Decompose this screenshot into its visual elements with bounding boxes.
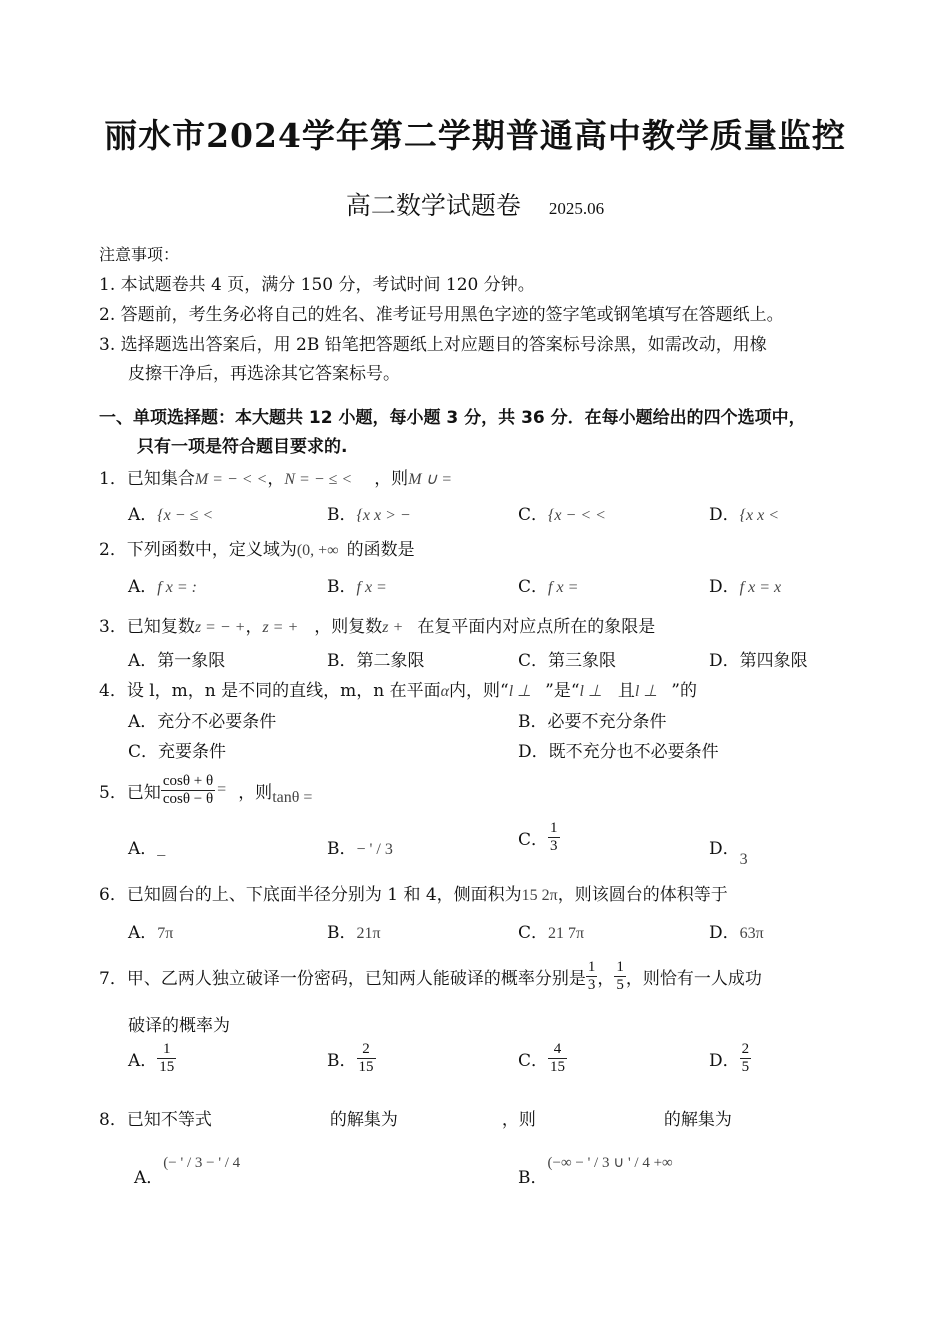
question-1 — [99, 464, 452, 489]
option-text: f x = — [548, 579, 579, 596]
q-text: 下列函数中，定义域为 — [126, 540, 297, 560]
q4-option-b — [518, 707, 667, 732]
math-expr: l ⊥ — [579, 683, 602, 700]
fraction-numerator: 1 — [616, 958, 624, 975]
fraction-denominator: 3 — [550, 838, 558, 854]
q7-option-c — [518, 1041, 567, 1076]
q-text: ，则该圆台的体积等于 — [557, 885, 728, 905]
q-text: ， — [245, 617, 263, 637]
q8-option-b — [518, 1147, 673, 1188]
q7-option-a — [128, 1041, 176, 1076]
exam-date: 2025.06 — [548, 199, 605, 218]
option-label: B． — [327, 651, 357, 671]
section-heading: 一、单项选择题：本大题共 12 小题，每小题 3 分，共 36 分．在每小题给出的四个选项中， — [99, 408, 806, 428]
option-text: 既不充分也不必要条件 — [548, 742, 719, 762]
fraction-numerator: cosθ + θ — [162, 772, 214, 789]
fraction-denominator: 15 — [550, 1059, 566, 1075]
option-label: C． — [518, 651, 549, 671]
fraction-denominator: 3 — [587, 976, 596, 993]
q-text: ，则复数 — [314, 617, 383, 637]
fraction-numerator: 2 — [741, 1041, 750, 1057]
option-label: C． — [518, 505, 549, 525]
q5-option-d — [709, 834, 748, 868]
math-expr: M ∪ = — [408, 471, 453, 488]
q-text: ，则 — [501, 1110, 536, 1130]
q4-option-d — [518, 737, 719, 762]
fraction-numerator: 1 — [157, 1041, 176, 1059]
q3-option-c — [518, 646, 616, 671]
q-number: 8． — [99, 1110, 127, 1130]
question-3 — [99, 612, 655, 637]
q6-option-a — [128, 918, 173, 943]
q-text: 的解集为 — [329, 1110, 398, 1130]
option-text: 7π — [157, 925, 174, 942]
option-text: f x = — [356, 579, 387, 596]
q6-option-d — [709, 918, 764, 943]
question-8 — [99, 1105, 732, 1130]
option-label: D． — [518, 742, 549, 762]
question-5 — [99, 768, 312, 812]
option-text: {x − < < — [548, 507, 606, 524]
math-expr: M = − < < — [194, 471, 268, 488]
q-number: 7． — [99, 968, 127, 989]
question-7-cont: 破译的概率为 — [128, 1016, 230, 1036]
option-label: D． — [709, 1051, 740, 1071]
q-text: 已知 — [126, 782, 161, 803]
fraction-denominator: cosθ − θ — [162, 790, 214, 807]
fraction — [548, 1041, 567, 1076]
option-text: (− ' / 3 − ' / 4 — [163, 1155, 241, 1171]
q4-option-c — [128, 737, 226, 762]
option-label: D． — [709, 923, 740, 943]
option-text: 第四象限 — [739, 651, 808, 671]
math-expr: N = − ≤ < — [284, 471, 353, 488]
math-expr: z = + — [262, 619, 299, 636]
math-expr: l ⊥ — [508, 683, 532, 700]
subtitle-text: 高二数学试题卷 — [345, 191, 521, 220]
q-number: 2． — [99, 540, 127, 560]
q6-option-b — [327, 918, 381, 943]
q-number: 1． — [99, 469, 127, 489]
option-label: B． — [518, 1168, 548, 1188]
q5-option-a — [128, 834, 165, 859]
q-text: 已知不等式 — [126, 1110, 212, 1130]
q1-option-b — [327, 500, 411, 525]
fraction-numerator: 2 — [357, 1041, 376, 1059]
notice-item-3: 3. 选择题选出答案后，用 2B 铅笔把答题纸上对应题目的答案标号涂黑，如需改动，用橡 — [99, 335, 767, 355]
option-label: A． — [128, 505, 158, 525]
q2-option-b — [327, 572, 387, 597]
fraction-denominator: 15 — [358, 1059, 374, 1075]
option-label: C． — [518, 577, 549, 597]
option-text: f x = x — [739, 579, 782, 596]
option-text: (−∞ − ' / 3 ∪ ' / 4 +∞ — [547, 1155, 673, 1171]
option-text: 充分不必要条件 — [157, 712, 277, 732]
option-text: 第三象限 — [548, 651, 617, 671]
q-text: 内，则“ — [449, 681, 509, 701]
q5-option-c — [518, 820, 560, 855]
q-text: ”是“ — [545, 681, 580, 701]
q-text: 已知复数 — [126, 617, 195, 637]
option-label: B． — [327, 505, 357, 525]
notice-item-3-cont: 皮擦干净后，再选涂其它答案标号。 — [128, 364, 400, 384]
q1-option-a — [128, 500, 213, 525]
math-expr: = — [217, 781, 227, 798]
q2-option-c — [518, 572, 578, 597]
exam-title: 丽水市2024学年第二学期普通高中教学质量监控 — [104, 116, 846, 155]
option-text: 21π — [356, 925, 381, 942]
q-number: 5． — [99, 782, 127, 803]
option-label: B． — [327, 839, 357, 859]
q4-option-a — [128, 707, 276, 732]
q-text: ，则恰有一人成功 — [625, 968, 762, 989]
option-label: A． — [128, 839, 158, 859]
fraction-numerator: 4 — [548, 1041, 567, 1059]
math-expr: z = − + — [194, 619, 246, 636]
question-6 — [99, 880, 728, 905]
math-expr: tanθ = — [272, 789, 313, 806]
question-2 — [99, 535, 415, 560]
option-label: D． — [709, 651, 740, 671]
q1-option-d — [709, 500, 779, 525]
fraction — [740, 1041, 752, 1076]
math-expr: l ⊥ — [634, 683, 658, 700]
option-label: D． — [709, 577, 740, 597]
q-text: ”的 — [671, 681, 697, 701]
option-text: 3 — [739, 851, 748, 868]
q-number: 3． — [99, 617, 127, 637]
q8-option-a — [134, 1147, 241, 1188]
fraction — [357, 1041, 376, 1076]
fraction — [548, 820, 560, 855]
fraction-numerator: 1 — [550, 820, 558, 836]
q-text: 已知集合 — [126, 469, 195, 489]
q3-option-a — [128, 646, 225, 671]
section-heading-cont: 只有一项是符合题目要求的. — [137, 437, 348, 457]
option-text: − ' / 3 — [356, 841, 393, 858]
option-text: _ — [157, 841, 166, 858]
option-label: C． — [518, 923, 549, 943]
option-label: A． — [128, 923, 158, 943]
q7-option-d — [709, 1041, 751, 1076]
option-label: B． — [518, 712, 548, 732]
math-expr: α — [440, 683, 450, 700]
q2-option-d — [709, 572, 781, 597]
option-text: {x x > − — [356, 507, 411, 524]
fraction-numerator: 1 — [587, 958, 596, 975]
fraction — [614, 959, 626, 994]
option-label: B． — [327, 1051, 357, 1071]
option-label: B． — [327, 923, 357, 943]
q-text: 在复平面内对应点所在的象限是 — [417, 617, 656, 637]
q-text: 的解集为 — [663, 1110, 732, 1130]
q1-option-c — [518, 500, 606, 525]
math-expr: (0, +∞ — [296, 542, 339, 559]
option-text: 充要条件 — [158, 742, 227, 762]
option-label: A． — [128, 577, 158, 597]
fraction-denominator: 15 — [159, 1059, 175, 1075]
q-text: 甲、乙两人独立破译一份密码，已知两人能破译的概率分别是 — [126, 968, 586, 989]
notice-item-2: 2. 答题前，考生务必将自己的姓名、准考证号用黑色字迹的签字笔或钢笔填写在答题纸上。 — [99, 305, 784, 325]
option-label: D． — [709, 505, 740, 525]
option-label: A． — [128, 712, 158, 732]
fraction — [161, 773, 215, 808]
option-label: A． — [128, 1051, 158, 1071]
q-text: ，则 — [374, 469, 409, 489]
option-text: 必要不充分条件 — [547, 712, 667, 732]
fraction — [586, 959, 598, 994]
q-text: ，则 — [238, 782, 273, 803]
q5-option-b — [327, 834, 393, 859]
option-text: 63π — [739, 925, 764, 942]
q7-option-b — [327, 1041, 376, 1076]
notice-heading: 注意事项： — [99, 245, 180, 264]
option-label: C． — [128, 742, 159, 762]
q-text: 设 l，m，n 是不同的直线，m，n 在平面 — [126, 681, 441, 701]
q-number: 6． — [99, 885, 127, 905]
q3-option-d — [709, 646, 808, 671]
option-text: {x − ≤ < — [157, 507, 214, 524]
option-label: A． — [134, 1168, 164, 1188]
option-text: 21 7π — [548, 925, 585, 942]
option-text: f x = : — [157, 579, 197, 596]
fraction — [157, 1041, 176, 1076]
q-text: ， — [267, 469, 285, 489]
q3-option-b — [327, 646, 425, 671]
fraction-denominator: 5 — [741, 1059, 750, 1075]
option-label: C． — [518, 830, 549, 850]
option-text: 第一象限 — [157, 651, 226, 671]
math-expr: 15 2π — [521, 887, 558, 904]
q6-option-c — [518, 918, 584, 943]
option-label: A． — [128, 651, 158, 671]
fraction-denominator: 5 — [616, 976, 624, 993]
option-label: C． — [518, 1051, 549, 1071]
option-text: {x x < — [739, 507, 780, 524]
q-text: 的函数是 — [346, 540, 415, 560]
q-text: ， — [597, 968, 615, 989]
question-7 — [99, 954, 762, 998]
option-text: 第二象限 — [356, 651, 425, 671]
math-expr: z + — [382, 619, 404, 636]
option-label: B． — [327, 577, 357, 597]
question-4 — [99, 676, 697, 701]
q-text: 且 — [617, 681, 635, 701]
q-number: 4． — [99, 681, 127, 701]
notice-item-1: 1. 本试题卷共 4 页，满分 150 分，考试时间 120 分钟。 — [99, 275, 535, 295]
exam-subtitle — [0, 186, 950, 222]
option-label: D． — [709, 839, 740, 859]
q-text: 已知圆台的上、下底面半径分别为 1 和 4，侧面积为 — [126, 885, 522, 905]
q2-option-a — [128, 572, 197, 597]
